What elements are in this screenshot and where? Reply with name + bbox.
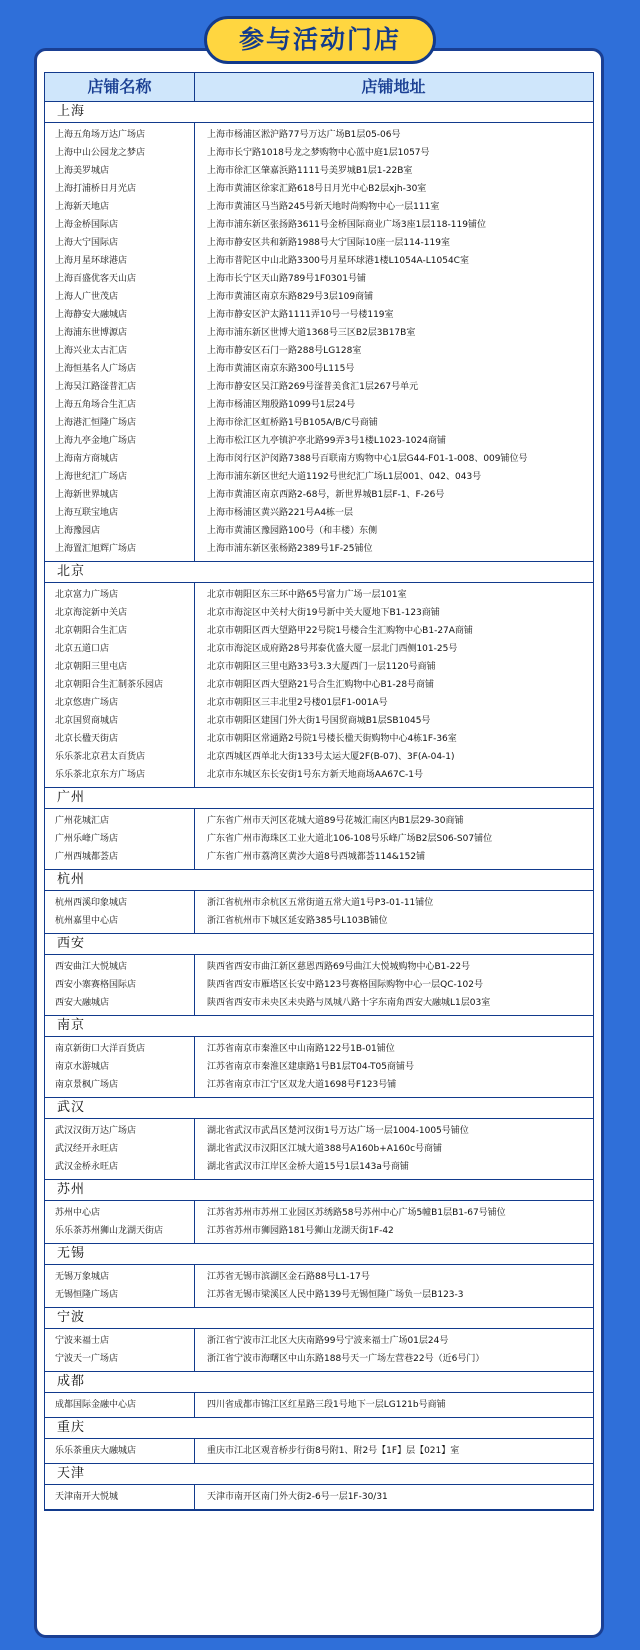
city-header: 杭州 [45, 870, 593, 891]
store-address-column [195, 1329, 592, 1371]
city-group [45, 1372, 593, 1418]
city-group [45, 1016, 593, 1098]
store-address: 广东省广州市海珠区工业大道北106-108号乐峰广场B2层S06-S07铺位 [207, 834, 493, 844]
store-name: 南京水游城店 [55, 1062, 110, 1072]
store-name: 西安小寨赛格国际店 [55, 980, 137, 990]
store-name: 上海兴业太古汇店 [55, 346, 128, 356]
store-address: 上海市长宁路1018号龙之梦购物中心蓝中庭1层1057号 [207, 148, 430, 158]
city-group [45, 1464, 593, 1510]
store-address-column [195, 891, 592, 933]
table-header [45, 73, 593, 102]
store-address: 浙江省杭州市余杭区五常街道五常大道1号P3-01-11铺位 [207, 898, 434, 908]
store-address: 上海市静安区石门一路288号LG128室 [207, 346, 362, 356]
store-address: 上海市杨浦区淞沪路77号万达广场B1层05-06号 [207, 130, 401, 140]
store-name: 北京富力广场店 [55, 590, 119, 600]
store-address: 江苏省南京市江宁区双龙大道1698号F123号铺 [207, 1080, 397, 1090]
store-address-column [195, 955, 592, 1015]
store-address: 陕西省西安市未央区未央路与凤城八路十字东南角西安大融城L1层03室 [207, 998, 491, 1008]
store-address: 浙江省杭州市下城区延安路385号L103B铺位 [207, 916, 388, 926]
store-address: 北京市海淀区中关村大街19号新中关大厦地下B1-123商铺 [207, 608, 440, 618]
store-address: 江苏省南京市秦淮区中山南路122号1B-01铺位 [207, 1044, 395, 1054]
city-store-rows [45, 123, 593, 562]
store-name: 上海世纪汇广场店 [55, 472, 128, 482]
city-store-rows [45, 583, 593, 788]
store-address-column [195, 1439, 592, 1463]
store-name: 乐乐茶苏州狮山龙湖天街店 [55, 1226, 164, 1236]
store-address: 上海市杨浦区黄兴路221号A4栋一层 [207, 508, 354, 518]
store-address: 北京市朝阳区建国门外大街1号国贸商城B1层SB1045号 [207, 716, 431, 726]
city-group [45, 1418, 593, 1464]
city-store-rows [45, 809, 593, 870]
store-name: 上海互联宝地店 [55, 508, 119, 518]
store-name-column [45, 1037, 195, 1097]
store-address: 重庆市江北区观音桥步行街8号附1、附2号【1F】层【021】室 [207, 1446, 460, 1456]
store-address: 江苏省南京市秦淮区建康路1号B1层T04-T05商铺号 [207, 1062, 414, 1072]
store-name: 宁波天一广场店 [55, 1354, 119, 1364]
city-group [45, 1308, 593, 1372]
store-name: 南京新街口大洋百货店 [55, 1044, 146, 1054]
store-address: 四川省成都市锦江区红星路三段1号地下一层LG121b号商铺 [207, 1400, 446, 1410]
store-address: 上海市杨浦区翔殷路1099号1层24号 [207, 400, 356, 410]
store-name: 乐乐茶北京君太百货店 [55, 752, 146, 762]
store-name: 天津南开大悦城 [55, 1492, 119, 1502]
store-address: 上海市黄浦区南京东路300号L115号 [207, 364, 355, 374]
store-name-column [45, 1265, 195, 1307]
store-name: 上海月星环球港店 [55, 256, 128, 266]
store-address-column [195, 809, 592, 869]
store-address-column [195, 583, 592, 787]
city-header: 成都 [45, 1372, 593, 1393]
store-address: 陕西省西安市曲江新区慈恩西路69号曲江大悦城购物中心B1-22号 [207, 962, 471, 972]
store-name: 北京朝阳合生汇店 [55, 626, 128, 636]
store-address: 北京市朝阳区三丰北里2号楼01层F1-001A号 [207, 698, 388, 708]
store-address: 江苏省无锡市滨湖区金石路88号L1-17号 [207, 1272, 370, 1282]
store-address: 上海市静安区共和新路1988号大宁国际10座一层114-119室 [207, 238, 450, 248]
store-address: 上海市黄浦区南京东路829号3层109商铺 [207, 292, 374, 302]
city-store-rows [45, 1439, 593, 1464]
city-header: 武汉 [45, 1098, 593, 1119]
store-name: 上海大宁国际店 [55, 238, 119, 248]
store-address: 上海市黄浦区豫园路100号（和丰楼）东侧 [207, 526, 378, 536]
store-address: 江苏省无锡市梁溪区人民中路139号无锡恒隆广场负一层B123-3 [207, 1290, 464, 1300]
store-address: 广东省广州市荔湾区黄沙大道8号西城都荟114&152铺 [207, 852, 426, 862]
store-address: 浙江省宁波市江北区大庆南路99号宁波来福士广场01层24号 [207, 1336, 449, 1346]
store-name: 苏州中心店 [55, 1208, 101, 1218]
store-table [44, 72, 594, 1511]
store-name: 上海置汇旭辉广场店 [55, 544, 137, 554]
store-address: 北京市海淀区成府路28号邦泰优盛大厦一层北门西侧101-25号 [207, 644, 458, 654]
store-name: 无锡恒隆广场店 [55, 1290, 119, 1300]
store-name-column [45, 809, 195, 869]
store-address: 上海市黄浦区南京西路2-68号，新世界城B1层F-1、F-26号 [207, 490, 445, 500]
city-header: 天津 [45, 1464, 593, 1485]
store-address-column [195, 1393, 592, 1417]
store-name: 广州花城汇店 [55, 816, 110, 826]
city-store-rows [45, 1119, 593, 1180]
store-name-column [45, 583, 195, 787]
store-address: 上海市徐汇区虹桥路1号B105A/B/C号商铺 [207, 418, 378, 428]
store-name: 北京长楹天街店 [55, 734, 119, 744]
city-group [45, 788, 593, 870]
store-name: 广州西城都荟店 [55, 852, 119, 862]
store-name: 上海南方商城店 [55, 454, 119, 464]
store-address: 湖北省武汉市江岸区金桥大道15号1层143a号商铺 [207, 1162, 409, 1172]
store-name-column [45, 1393, 195, 1417]
store-name: 上海恒基名人广场店 [55, 364, 137, 374]
store-address: 上海市静安区沪太路1111弄10号一号楼119室 [207, 310, 394, 320]
store-name: 杭州嘉里中心店 [55, 916, 119, 926]
store-address-column [195, 1265, 592, 1307]
store-name-column [45, 955, 195, 1015]
city-header: 南京 [45, 1016, 593, 1037]
store-name: 上海金桥国际店 [55, 220, 119, 230]
city-header: 宁波 [45, 1308, 593, 1329]
city-group [45, 1244, 593, 1308]
store-address-column [195, 1119, 592, 1179]
store-name: 上海静安大融城店 [55, 310, 128, 320]
store-name: 北京朝阳合生汇制茶乐园店 [55, 680, 164, 690]
store-address: 北京市朝阳区西大望路甲22号院1号楼合生汇购物中心B1-27A商铺 [207, 626, 473, 636]
header-store-name: 店铺名称 [45, 73, 195, 101]
store-address: 上海市浦东新区张扬路3611号金桥国际商业广场3座1层118-119铺位 [207, 220, 486, 230]
store-name: 北京五道口店 [55, 644, 110, 654]
city-header: 重庆 [45, 1418, 593, 1439]
store-address: 上海市闵行区沪闵路7388号百联南方购物中心1层G44-F01-1-008、009铺位号 [207, 454, 528, 464]
city-store-rows [45, 955, 593, 1016]
store-name: 西安曲江大悦城店 [55, 962, 128, 972]
store-name: 无锡万象城店 [55, 1272, 110, 1282]
store-name-column [45, 891, 195, 933]
store-name: 广州乐峰广场店 [55, 834, 119, 844]
store-address: 北京市朝阳区常通路2号院1号楼长楹天街购物中心4栋1F-36室 [207, 734, 457, 744]
city-store-rows [45, 1265, 593, 1308]
store-address: 江苏省苏州市狮园路181号狮山龙湖天街1F-42 [207, 1226, 394, 1236]
store-name: 北京悠唐广场店 [55, 698, 119, 708]
store-name: 上海港汇恒隆广场店 [55, 418, 137, 428]
store-address: 上海市浦东新区世纪大道1192号世纪汇广场L1层001、042、043号 [207, 472, 482, 482]
store-address: 上海市徐汇区肇嘉浜路1111号美罗城B1层1-22B室 [207, 166, 413, 176]
store-address: 广东省广州市天河区花城大道89号花城汇南区内B1层29-30商铺 [207, 816, 464, 826]
store-name: 上海美罗城店 [55, 166, 110, 176]
store-address: 湖北省武汉市武昌区楚河汉街1号万达广场一层1004-1005号铺位 [207, 1126, 469, 1136]
store-address: 湖北省武汉市汉阳区江城大道388号A160b+A160c号商铺 [207, 1144, 443, 1154]
store-name: 武汉金桥永旺店 [55, 1162, 119, 1172]
store-address: 上海市浦东新区世博大道1368号三区B2层3B17B室 [207, 328, 416, 338]
store-name-column [45, 1439, 195, 1463]
city-header: 上海 [45, 102, 593, 123]
store-address-column [195, 1485, 592, 1509]
store-name: 上海人广世茂店 [55, 292, 119, 302]
store-name: 乐乐茶重庆大融城店 [55, 1446, 137, 1456]
store-name-column [45, 123, 195, 561]
city-header: 北京 [45, 562, 593, 583]
store-address: 北京西城区西单北大街133号太运大厦2F(B-07)、3F(A-04-1) [207, 752, 455, 762]
city-store-rows [45, 1329, 593, 1372]
store-name: 北京国贸商城店 [55, 716, 119, 726]
store-address-column [195, 123, 592, 561]
city-store-rows [45, 1485, 593, 1510]
city-header: 西安 [45, 934, 593, 955]
city-store-rows [45, 891, 593, 934]
store-name: 西安大融城店 [55, 998, 110, 1008]
store-name: 杭州西溪印象城店 [55, 898, 128, 908]
store-name: 上海百盛优客天山店 [55, 274, 137, 284]
city-group [45, 870, 593, 934]
city-header: 苏州 [45, 1180, 593, 1201]
store-name: 上海五角场合生汇店 [55, 400, 137, 410]
store-address: 上海市浦东新区张杨路2389号1F-25铺位 [207, 544, 373, 554]
city-header: 广州 [45, 788, 593, 809]
store-address-column [195, 1201, 592, 1243]
store-address: 上海市普陀区中山北路3300号月星环球港1楼L1054A-L1054C室 [207, 256, 469, 266]
store-name: 乐乐茶北京东方广场店 [55, 770, 146, 780]
header-store-address: 店铺地址 [361, 77, 426, 96]
city-group [45, 102, 593, 562]
store-name: 上海新世界城店 [55, 490, 119, 500]
store-name: 北京海淀新中关店 [55, 608, 128, 618]
store-name: 上海九亭金地广场店 [55, 436, 137, 446]
store-address: 北京市朝阳区东三环中路65号富力广场一层101室 [207, 590, 407, 600]
store-name: 上海吴江路滏普汇店 [55, 382, 137, 392]
store-name: 上海浦东世博源店 [55, 328, 128, 338]
city-group [45, 562, 593, 788]
city-store-rows [45, 1037, 593, 1098]
store-name-column [45, 1201, 195, 1243]
store-name: 北京朝阳三里屯店 [55, 662, 128, 672]
store-address-column [195, 1037, 592, 1097]
city-group [45, 934, 593, 1016]
store-name: 武汉汉街万达广场店 [55, 1126, 137, 1136]
store-address: 上海市静安区吴江路269号滏普美食汇1层267号单元 [207, 382, 419, 392]
city-group [45, 1098, 593, 1180]
city-store-rows [45, 1201, 593, 1244]
store-name: 成都国际金融中心店 [55, 1400, 137, 1410]
store-address: 上海市松江区九亭镇沪亭北路99弄3号1楼L1023-1024商铺 [207, 436, 446, 446]
store-address: 上海市长宁区天山路789号1F0301号铺 [207, 274, 366, 284]
store-name: 上海新天地店 [55, 202, 110, 212]
store-address: 北京市东城区东长安街1号东方新天地商场AA67C-1号 [207, 770, 424, 780]
store-name: 上海中山公园龙之梦店 [55, 148, 146, 158]
store-name-column [45, 1119, 195, 1179]
store-name-column [45, 1485, 195, 1509]
city-store-rows [45, 1393, 593, 1418]
page-title: 参与活动门店 [204, 16, 436, 64]
store-address: 江苏省苏州市苏州工业园区苏绣路58号苏州中心广场5幢B1层B1-67号铺位 [207, 1208, 506, 1218]
city-header: 无锡 [45, 1244, 593, 1265]
store-address: 陕西省西安市雁塔区长安中路123号赛格国际购物中心一层QC-102号 [207, 980, 483, 990]
store-address: 上海市黄浦区马当路245号新天地时尚购物中心一层111室 [207, 202, 440, 212]
store-address: 浙江省宁波市海曙区中山东路188号天一广场左营巷22号（近6号门） [207, 1354, 485, 1364]
store-name: 南京景枫广场店 [55, 1080, 119, 1090]
store-name: 上海五角场万达广场店 [55, 130, 146, 140]
store-name: 上海打浦桥日月光店 [55, 184, 137, 194]
store-name: 上海豫园店 [55, 526, 101, 536]
store-address: 天津市南开区南门外大街2-6号一层1F-30/31 [207, 1492, 388, 1502]
store-address: 北京市朝阳区西大望路21号合生汇购物中心B1-28号商铺 [207, 680, 435, 690]
store-address: 上海市黄浦区徐家汇路618号日月光中心B2层xjh-30室 [207, 184, 427, 194]
store-name: 宁波来福士店 [55, 1336, 110, 1346]
store-address: 北京市朝阳区三里屯路33号3.3大厦西门一层1120号商铺 [207, 662, 436, 672]
store-name: 武汉经开永旺店 [55, 1144, 119, 1154]
city-group [45, 1180, 593, 1244]
store-name-column [45, 1329, 195, 1371]
